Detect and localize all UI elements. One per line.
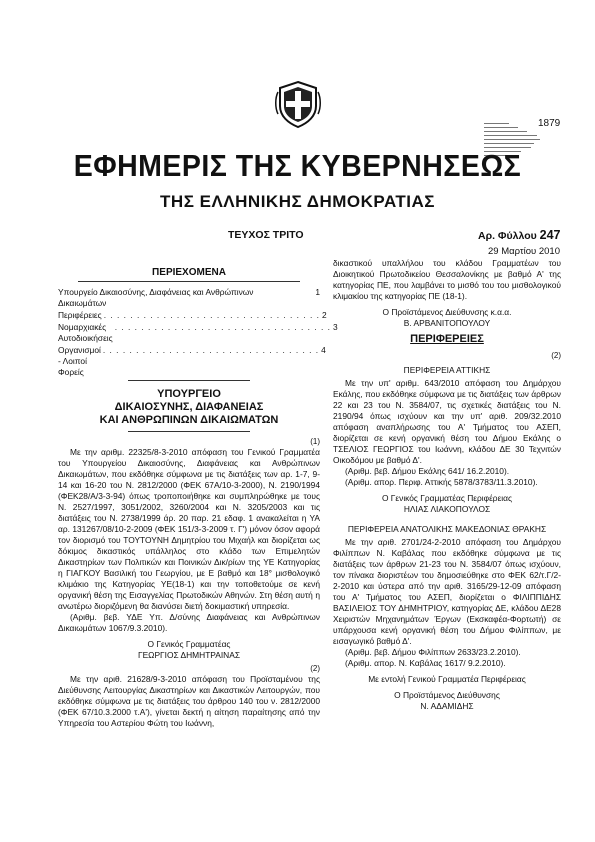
signatory-title: Ο Γενικός Γραμματέας Περιφέρειας — [381, 493, 513, 503]
toc-item-label: Οργανισμοί - Λοιποί Φορείς — [58, 345, 101, 377]
toc-item — [58, 310, 327, 321]
gazette-title: ΕΦΗΜΕΡΙΣ ΤΗΣ ΚΥΒΕΡΝΗΣΕΩΣ — [73, 148, 522, 183]
sheet-number: 247 — [539, 228, 561, 242]
toc-item-page: 2 — [321, 310, 327, 320]
issue-label: ΤΕΥΧΟΣ ΤΡΙΤΟ — [228, 229, 304, 241]
toc-item — [58, 345, 326, 378]
signatory-name: ΓΕΩΡΓΙΟΣ ΔΗΜΗΤΡΑΙΝΑΣ — [137, 650, 240, 660]
section-divider — [128, 380, 250, 381]
toc-item-label: Περιφέρειες — [58, 310, 102, 320]
decision-reference: (Αριθμ. βεβ. Δήμου Φιλίππων 2633/23.2.2010). — [345, 647, 521, 657]
toc-item-page: 1 — [315, 287, 320, 297]
toc-divider — [78, 281, 300, 282]
decision-text-continued: δικαστικού υπαλλήλου του κλάδου Γραμματέων του Διοικητικού Πρωτοδικείου Θεσσαλονίκης με βαθμό Α' της κατηγορίας ΠΕ, που λαμβάνει το μισθό του του μισθολογικού κλιμακίου της κατηγορίας ΠΕ (18-1). — [333, 258, 561, 301]
decision-number: (1) — [310, 437, 320, 446]
decision-reference: (Αριθμ. βεβ. Δήμου Εκάλης 641/ 16.2.2010). — [345, 466, 510, 476]
region-heading-attica: ΠΕΡΙΦΕΡΕΙΑ ΑΤΤΙΚΗΣ — [403, 365, 491, 375]
decision-reference: (Αριθμ. απορ. Περιφ. Αττικής 5878/3783/11.3.2010). — [345, 477, 538, 487]
order-line: Με εντολή Γενικού Γραμματέα Περιφέρειας — [368, 674, 526, 684]
regions-heading: ΠΕΡΙΦΕΡΕΙΕΣ — [410, 333, 484, 345]
ministry-heading-line: ΔΙΚΑΙΟΣΥΝΗΣ, ΔΙΑΦΑΝΕΙΑΣ — [114, 401, 264, 413]
left-column — [58, 267, 338, 729]
coat-of-arms-emblem — [272, 78, 324, 130]
region-heading-emth: ΠΕΡΙΦΕΡΕΙΑ ΑΝΑΤΟΛΙΚΗΣ ΜΑΚΕΔΟΝΙΑΣ ΘΡΑΚΗΣ — [347, 524, 547, 534]
section-divider — [128, 431, 250, 432]
decision-text: Με την αριθμ. 22325/8-3-2010 απόφαση του Γενικού Γραμματέα του Υπουργείου Δικαιοσύνης, Διαφάνειας και Ανθρώπινων Δικαιωμάτων, που εκδόθηκε σύμφωνα με τις διατάξεις των αρ. 1-7, 9-14 και 16-20 του Ν. 2812/2000 (ΦΕΚ 67Α/10-3-2000), Ν. 2190/1994 (ΦΕΚ28/Α/3-3-94) όπως τροποποιήθηκε και συμπληρώθηκε με τους Ν. 2527/1997, 3051/2002, 3260/2004 και Ν. 3205/2003 και τις διατάξεις του Ν. 2738/1999 άρ. 20 παρ. 21 εδαφ. 1 ανακαλείται η ΥΑ αρ. 131267/08/10-2-2009 (ΦΕΚ 151/3-3-2009 τ. Γ') μόνον όσον αφορά τον διορισμό του ΤΟΥΤΟΥΝΗ Δημητρίου του Μιχαήλ και διορίζεται ως δόκιμος δικαστικός υπάλληλος στο κλάδο των Επιμελητών Δικαστηρίων των Πολιτικών και Ποινικών Δικ/ρίων της ΥΕ Κατηγορίας η ΓΙΑΓΚΟΥ Βασιλική του Γεωργίου, με Ε βαθμό και 18° μισθολογικό κλιμάκιο της Κατηγορίας ΥΕ(18-1) και την τοποθετούμε σε κενή οργανική θέση της Εισαγγελίας Πρωτοδικών Αθηνών. Στη θέση αυτή η ανωτέρω διοριζόμενη θα διανύσει διετή δοκιμαστική υπηρεσία. — [58, 447, 320, 611]
toc-item-label: Νομαρχιακές Αυτοδιοικήσεις — [58, 322, 113, 343]
toc-leader: . . . . . . . . . . . . . . . . . . . . . . . . . . . . . . . . . — [103, 310, 320, 320]
toc-item-page: 3 — [332, 322, 338, 332]
ministry-heading — [58, 388, 320, 427]
toc-item-label: Υπουργείο Δικαιοσύνης, Διαφάνειας και Ανθρώπινων Δικαιωμάτων — [58, 287, 254, 308]
sheet-label-text: Αρ. Φύλλου — [478, 230, 537, 242]
decision-text: Με την υπ' αριθμ. 643/2010 απόφαση του Δημάρχου Εκάλης, που εκδόθηκε σύμφωνα με τις διατάξεις των άρθρων 22 και 23 του Ν. 3584/07, τις σχετικές διατάξεις του Ν. 2190/94 όπως ισχύουν και την υπ' αριθ. 209/32.2010 απόφαση αναπλήρωσης του Α' Τμήματος του ΑΣΕΠ, διορίζεται σε κενή οργανική θέση του Δήμου Εκάλης ο ΤΣΕΛΙΟΣ ΓΕΩΡΓΙΟΣ του Ιωάννη, κλάδου ΔΕ 30 Τεχνιτών Οικοδόμου με βαθμό Δ'. — [333, 378, 561, 465]
right-column — [333, 258, 561, 712]
decision-text: Με την αριθ. 2701/24-2-2010 απόφαση του Δημάρχου Φιλίππων Ν. Καβάλας που εκδόθηκε σύμφωνα με τις διατάξεις των άρθρων 21-23 του Ν. 3584/07 όπως ισχύουν, τον πίνακα διοριστέων του δημοσιεύθηκε στο ΦΕΚ 62/τ.Γ/2-2-2010 και ύστερα από την αριθ. 3165/29-12-09 απόφαση του Α' Τμήματος του ΑΣΕΠ, διορίζεται ο ΦΙΛΙΠΠΙΔΗΣ ΒΑΣΙΛΕΙΟΣ ΤΟΥ ΔΗΜΗΤΡΙΟΥ, κατηγορίας ΔΕ, κλάδου ΔΕ28 Χειριστών Μηχανημάτων Έργων (Εκσκαφέα-Φορτωτή) σε υπάρχουσα κενή οργανική θέση του Δήμου Φιλίππων, με εισαγωγικό βαθμό Δ'. — [333, 537, 561, 646]
signatory-title: Ο Γενικός Γραμματέας — [147, 639, 231, 649]
decision-text: Με την αριθ. 21628/9-3-2010 απόφαση του Προϊσταμένου της Διεύθυνσης Λειτουργίας Δικαστηρίων και Δικαστικών Λειτουργών, που εκδόθηκε σύμφωνα με τις διατάξεις του άρθρου 140 του ν. 2812/2000 (ΦΕΚ 67/10.3.2000 τ.Α'), γίνεται δεκτή η αίτηση παραίτησης από την Υπηρεσία του Αστερίου Φώτη του Ιωάννη, — [58, 674, 320, 728]
toc-item-page: 4 — [321, 345, 326, 355]
signatory-title: Ο Προϊστάμενος Διεύθυνσης — [394, 690, 500, 700]
ministry-heading-line: ΥΠΟΥΡΓΕΙΟ — [157, 388, 221, 400]
page-number: 1879 — [538, 118, 561, 129]
toc-item — [58, 287, 320, 309]
signatory-title: Ο Προϊστάμενος Διεύθυνσης κ.α.α. — [382, 307, 512, 317]
toc-heading: ΠΕΡΙΕΧΟΜΕΝΑ — [152, 267, 226, 278]
gazette-subtitle: ΤΗΣ ΕΛΛΗΝΙΚΗΣ ΔΗΜΟΚΡΑΤΙΑΣ — [160, 192, 435, 211]
decision-reference: (Αριθμ. βεβ. ΥΔΕ Υπ. Δ/σύνης Διαφάνειας και Ανθρώπινων Δικαιωμάτων 1067/9.3.2010). — [58, 612, 320, 633]
signatory-name: ΗΛΙΑΣ ΛΙΑΚΟΠΟΥΛΟΣ — [403, 504, 491, 514]
decision-number: (2) — [310, 664, 320, 673]
decision-number: (2) — [551, 351, 561, 360]
signatory-name: Β. ΑΡΒΑΝΙΤΟΠΟΥΛΟΥ — [403, 318, 491, 328]
toc-leader: . . . . . . . . . . . . . . . . . . . . . . . . . . . . . . . . . — [114, 322, 331, 332]
signatory-name: Ν. ΑΔΑΜΙΔΗΣ — [420, 701, 474, 711]
toc-leader: . . . . . . . . . . . . . . . . . . . . . . . . . . . . . . . . . — [102, 345, 320, 355]
ministry-heading-line: ΚΑΙ ΑΝΘΡΩΠΙΝΩΝ ΔΙΚΑΙΩΜΑΤΩΝ — [99, 414, 279, 426]
sheet-label — [478, 228, 561, 242]
toc-item — [58, 322, 338, 344]
decision-reference: (Αριθμ. απορ. Ν. Καβάλας 1617/ 9.2.2010). — [345, 658, 506, 668]
issue-date: 29 Μαρτίου 2010 — [488, 246, 560, 257]
